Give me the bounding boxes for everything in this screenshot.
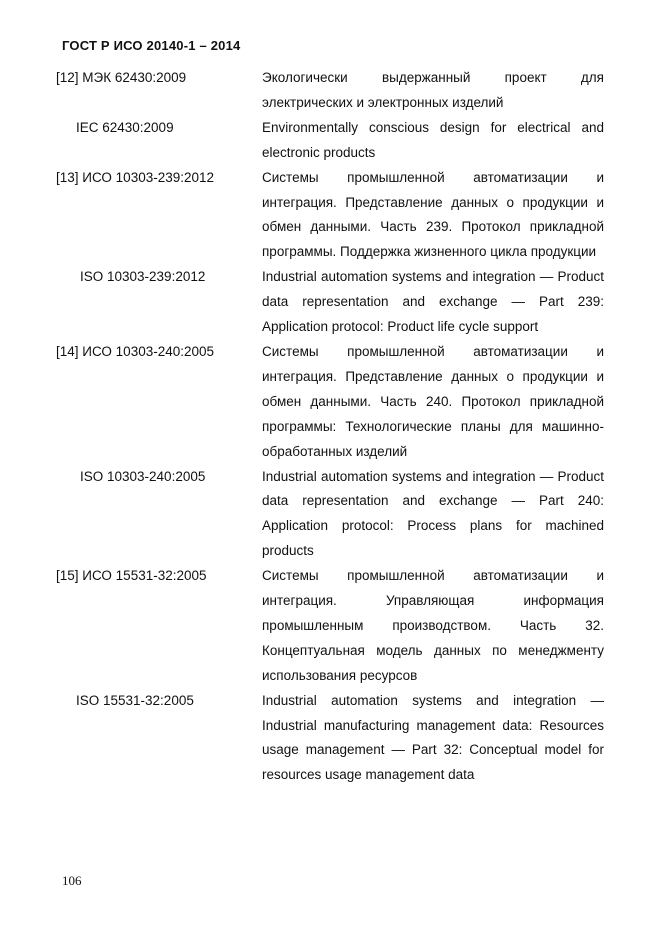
reference-title: Industrial automation systems and integration — Product data representation and exchange — Part 240: Application protocol: Process plans for machined products [262,468,604,559]
reference-id: [12] МЭК 62430:2009 [56,70,187,85]
reference-title: Industrial automation systems and integration — Product data representation and exchange — Part 239: Application protocol: Product life cycle support [262,269,604,335]
reference-entry [56,166,606,266]
reference-id: IEC 62430:2009 [76,119,174,135]
bibliography-list [56,66,606,788]
reference-title: Системы промышленной автоматизации и интеграция. Управляющая информация промышленным производством. Часть 32. Концептуальная модель данных по менеджменту использования ресурсов [262,568,604,683]
reference-id: [13] ИСО 10303-239:2012 [56,169,215,185]
reference-id: [14] ИСО 10303-240:2005 [56,343,215,359]
reference-id: ISO 15531-32:2005 [76,692,194,708]
reference-title: Экологически выдержанный проект для электрических и электронных изделий [262,70,604,110]
reference-title: Industrial automation systems and integration — Industrial manufacturing management data: Resources usage management — Part 32: Conceptual model for resources usage management data [262,692,604,783]
document-header: ГОСТ Р ИСО 20140-1 – 2014 [62,38,241,53]
reference-title: Системы промышленной автоматизации и интеграция. Представление данных о продукции и обмен данными. Часть 239. Протокол прикладной программы. Поддержка жизненного цикла продукции [262,169,604,260]
reference-id: ISO 10303-239:2012 [80,269,206,285]
page-number: 106 [62,873,82,888]
reference-id: ISO 10303-240:2005 [80,468,206,484]
reference-title: Environmentally conscious design for electrical and electronic products [262,119,604,160]
reference-entry [56,265,606,340]
reference-id: [15] ИСО 15531-32:2005 [56,568,207,584]
reference-entry [56,465,606,565]
reference-entry [56,564,606,689]
reference-entry [56,66,606,116]
reference-entry [56,116,606,166]
reference-title: Системы промышленной автоматизации и интеграция. Представление данных о продукции и обмен данными. Часть 240. Протокол прикладной программы: Технологические планы для машиннообработанных изделий [262,343,604,459]
reference-entry [56,689,606,789]
reference-entry [56,340,606,465]
